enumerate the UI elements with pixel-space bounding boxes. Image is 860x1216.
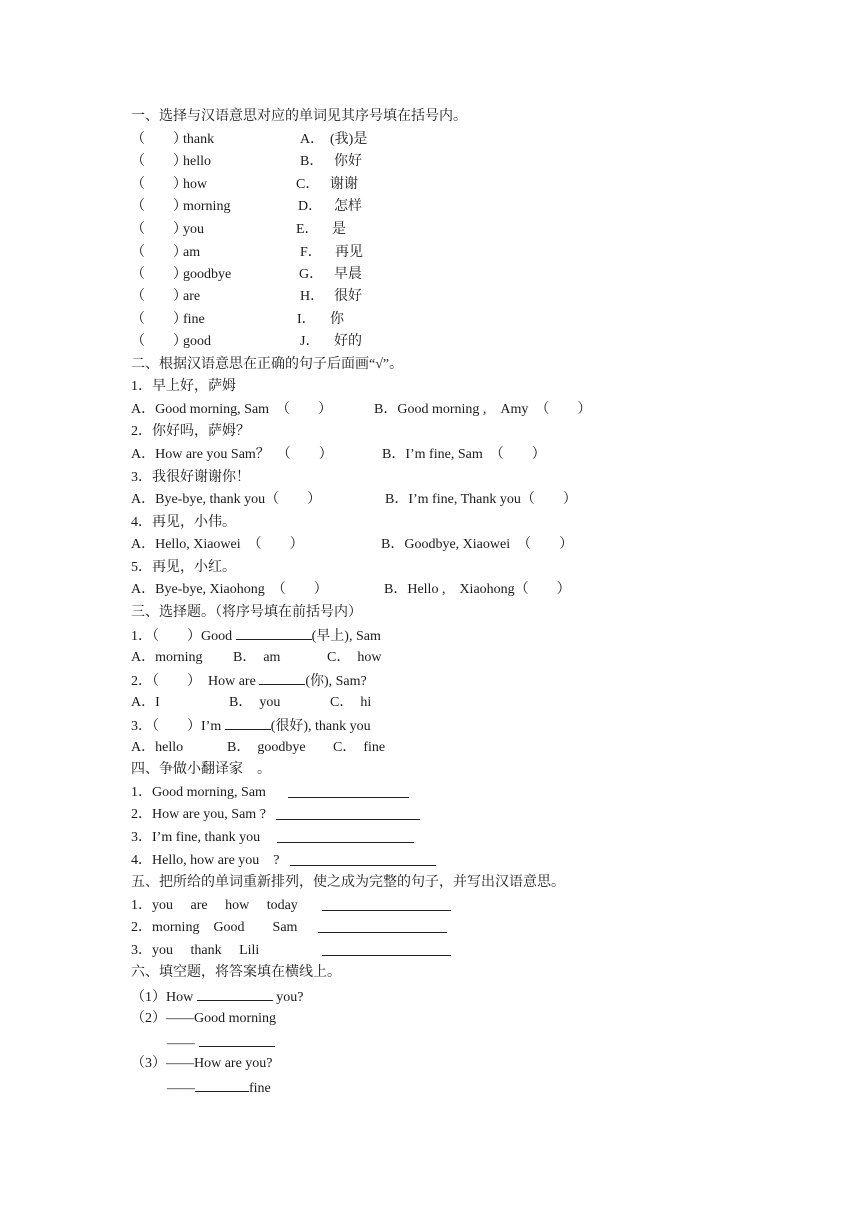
option-a[interactable]: A．morning: [131, 650, 203, 665]
english-word: am: [183, 245, 201, 260]
chinese-meaning: 你好: [334, 154, 362, 169]
english-word: how: [183, 177, 208, 192]
fill-start: （1）How: [131, 990, 197, 1005]
english-word: good: [183, 334, 211, 349]
question-prompt: 3．我很好谢谢你！: [131, 470, 250, 485]
option-letter: I．: [297, 312, 316, 327]
choice-a[interactable]: A．How are you Sam？ （ ）: [131, 447, 333, 462]
option-letter: D．: [298, 199, 323, 214]
answer-blank[interactable]: [259, 671, 305, 685]
english-word: goodbye: [183, 267, 232, 282]
question-stem: [131, 716, 371, 734]
answer-line[interactable]: [288, 784, 409, 802]
choice-a[interactable]: A．Bye-bye, thank you（ ）: [131, 492, 322, 507]
translate-prompt: 2．How are you, Sam ?: [131, 807, 266, 822]
chinese-meaning: (我)是: [330, 132, 368, 147]
english-word: morning: [183, 199, 231, 214]
answer-blank[interactable]: [197, 987, 273, 1001]
chinese-meaning: 好的: [334, 334, 362, 349]
choice-a[interactable]: A．Hello, Xiaowei （ ）: [131, 537, 304, 552]
question-prompt: 5．再见，小红。: [131, 560, 236, 575]
question-prompt: 1．早上好，萨姆: [131, 379, 236, 394]
answer-paren[interactable]: （ ）: [131, 177, 187, 192]
fill-item-3-line1: （3）——How are you?: [131, 1056, 273, 1071]
question-stem: [131, 626, 381, 644]
translate-prompt: 4．Hello, how are you ?: [131, 853, 280, 868]
option-b[interactable]: B． you: [229, 695, 281, 710]
scrambled-words: 2．morning Good Sam: [131, 920, 298, 935]
question-prompt: 2．你好吗，萨姆？: [131, 424, 250, 439]
fill-item-1: [131, 987, 303, 1005]
option-c[interactable]: C． how: [327, 650, 382, 665]
stem-start: 2．（ ） How are: [131, 674, 260, 689]
option-c[interactable]: C． fine: [333, 740, 386, 755]
choice-a[interactable]: A．Good morning, Sam （ ）: [131, 402, 333, 417]
option-letter: H．: [300, 289, 325, 304]
english-word: thank: [183, 132, 215, 147]
option-letter: F．: [300, 245, 322, 260]
answer-paren[interactable]: （ ）: [131, 267, 187, 282]
option-a[interactable]: A．hello: [131, 740, 184, 755]
fill-item-3-line2: [167, 1078, 271, 1096]
translate-prompt: 3．I’m fine, thank you: [131, 830, 261, 845]
stem-end: (很好), thank you: [270, 719, 371, 734]
answer-line[interactable]: [318, 919, 447, 937]
answer-paren[interactable]: （ ）: [131, 245, 187, 260]
answer-blank[interactable]: [195, 1078, 249, 1092]
fill-end: you?: [272, 990, 304, 1005]
option-b[interactable]: B． goodbye: [227, 740, 306, 755]
choice-b[interactable]: B．I’m fine, Thank you（ ）: [385, 492, 577, 507]
option-a[interactable]: A．I: [131, 695, 160, 710]
question-prompt: 4．再见，小伟。: [131, 515, 236, 530]
dash: ——: [167, 1036, 195, 1051]
scrambled-words: 3．you thank Lili: [131, 943, 260, 958]
answer-blank[interactable]: [225, 716, 271, 730]
option-letter: A．: [300, 132, 325, 147]
option-letter: G．: [299, 267, 324, 282]
choice-b[interactable]: B．Good morning , Amy （ ）: [374, 402, 592, 417]
answer-paren[interactable]: （ ）: [131, 312, 187, 327]
fill-item-2-line2: [167, 1033, 275, 1051]
option-letter: C．: [296, 177, 320, 192]
english-word: you: [183, 222, 204, 237]
choice-b[interactable]: B．Hello , Xiaohong（ ）: [384, 582, 571, 597]
option-c[interactable]: C． hi: [330, 695, 372, 710]
answer-paren[interactable]: （ ）: [131, 334, 187, 349]
option-letter: J．: [300, 334, 320, 349]
fill-end: fine: [249, 1081, 271, 1096]
chinese-meaning: 是: [332, 222, 346, 237]
fill-item-2-line1: （2）——Good morning: [131, 1011, 277, 1026]
scrambled-words: 1．you are how today: [131, 898, 298, 913]
answer-paren[interactable]: （ ）: [131, 222, 187, 237]
choice-b[interactable]: B．I’m fine, Sam （ ）: [382, 447, 546, 462]
choice-a[interactable]: A．Bye-bye, Xiaohong （ ）: [131, 582, 328, 597]
section5-title: 五、把所给的单词重新排列，使之成为完整的句子，并写出汉语意思。: [131, 875, 565, 890]
option-b[interactable]: B． am: [233, 650, 281, 665]
translate-prompt: 1．Good morning, Sam: [131, 785, 266, 800]
answer-line[interactable]: [322, 897, 451, 915]
stem-end: (早上), Sam: [311, 629, 381, 644]
section3-title: 三、选择题。（将序号填在前括号内）: [131, 605, 362, 620]
option-letter: E．: [296, 222, 319, 237]
section6-title: 六、填空题，将答案填在横线上。: [131, 965, 341, 980]
dash: ——: [167, 1081, 195, 1096]
stem-end: (你), Sam?: [305, 674, 367, 689]
answer-paren[interactable]: （ ）: [131, 199, 187, 214]
answer-line[interactable]: [290, 852, 436, 870]
answer-line[interactable]: [322, 942, 451, 960]
answer-line[interactable]: [277, 829, 414, 847]
answer-paren[interactable]: （ ）: [131, 154, 187, 169]
chinese-meaning: 再见: [335, 245, 363, 260]
section4-title: 四、争做小翻译家 。: [131, 762, 271, 777]
english-word: are: [183, 289, 201, 304]
section2-title: 二、根据汉语意思在正确的句子后面画“√”。: [131, 357, 404, 372]
english-word: fine: [183, 312, 205, 327]
chinese-meaning: 早晨: [334, 267, 362, 282]
chinese-meaning: 你: [330, 312, 344, 327]
answer-blank[interactable]: [236, 626, 312, 640]
answer-line[interactable]: [276, 806, 420, 824]
chinese-meaning: 怎样: [334, 199, 362, 214]
section1-title: 一、选择与汉语意思对应的单词见其序号填在括号内。: [131, 109, 467, 124]
question-stem: [131, 671, 367, 689]
answer-blank[interactable]: [199, 1033, 275, 1047]
stem-start: 1．（ ）Good: [131, 629, 236, 644]
chinese-meaning: 很好: [334, 289, 362, 304]
chinese-meaning: 谢谢: [330, 177, 358, 192]
stem-start: 3．（ ）I’m: [131, 719, 225, 734]
answer-paren[interactable]: （ ）: [131, 132, 187, 147]
choice-b[interactable]: B．Goodbye, Xiaowei （ ）: [381, 537, 574, 552]
english-word: hello: [183, 154, 211, 169]
option-letter: B．: [300, 154, 324, 169]
answer-paren[interactable]: （ ）: [131, 289, 187, 304]
